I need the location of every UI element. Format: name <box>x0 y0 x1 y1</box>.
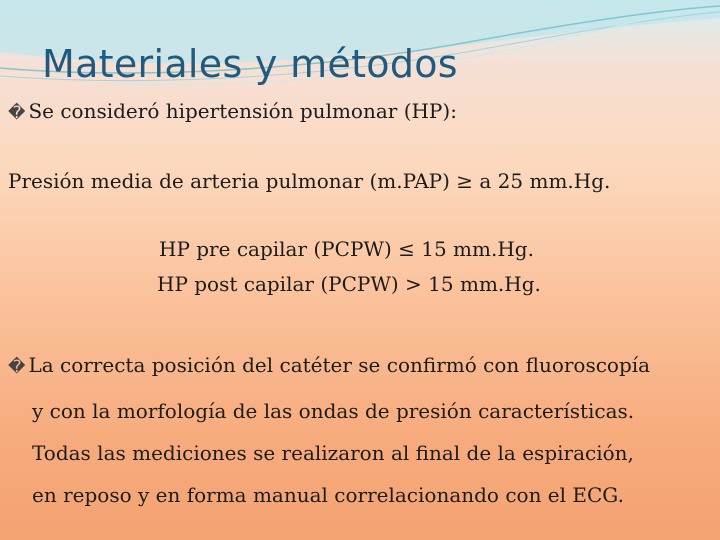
post-capilar-text: HP post capilar (PCPW) > 15 mm.Hg. <box>157 272 541 296</box>
pre-capilar-text: HP pre capilar (PCPW) ≤ 15 mm.Hg. <box>159 237 534 261</box>
definition-text: Presión media de arteria pulmonar (m.PAP) ≥ a 25 mm.Hg. <box>8 169 611 193</box>
bullet-text: La correcta posición del catéter se confirmó con fluoroscopía <box>28 353 651 377</box>
bullet-item-cateter <box>8 353 650 377</box>
bullet-text: Se consideró hipertensión pulmonar (HP): <box>28 99 457 123</box>
bullet-item-hp <box>8 99 457 123</box>
bullet-continuation-line: y con la morfología de las ondas de presión características. <box>32 399 635 423</box>
bullet-glyph: � <box>8 103 26 123</box>
slide-title: Materiales y métodos <box>42 42 458 86</box>
bullet-continuation-line: Todas las mediciones se realizaron al final de la espiración, <box>32 441 634 465</box>
bullet-continuation-line: en reposo y en forma manual correlacionando con el ECG. <box>32 483 624 507</box>
bullet-glyph: � <box>8 357 26 377</box>
